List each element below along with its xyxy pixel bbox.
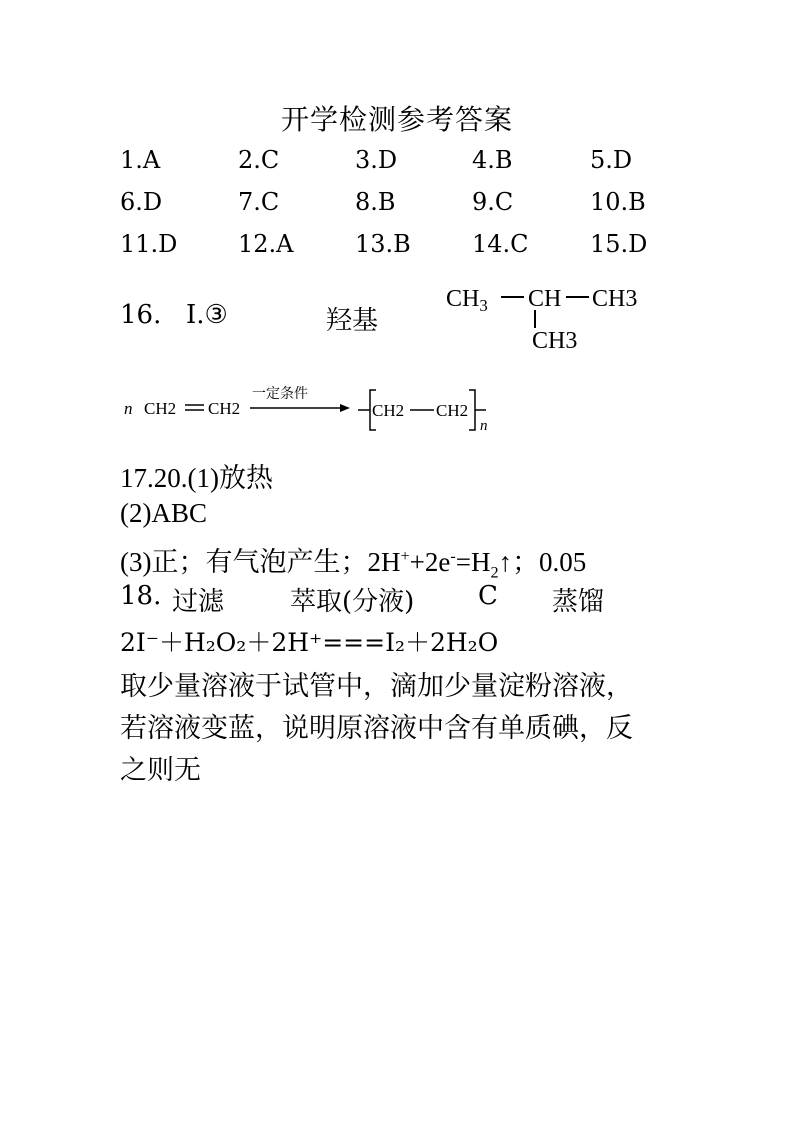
rxn-product-a: CH2 <box>372 401 405 420</box>
rxn-arrowhead <box>340 404 350 412</box>
rxn-reactant-b: CH2 <box>208 399 241 418</box>
answer-14: 14.C <box>472 230 529 258</box>
answer-10: 10.B <box>590 188 646 216</box>
q18-answer-4: 蒸馏 <box>552 587 605 617</box>
rxn-coef: n <box>124 399 133 418</box>
answer-3: 3.D <box>355 146 398 174</box>
q18-text-2: 若溶液变蓝，说明原溶液中含有单质碘，反 <box>120 713 633 744</box>
q18-equation: 2I⁻＋H₂O₂＋2H⁺===I₂＋2H₂O <box>120 628 499 657</box>
polymerization-equation <box>118 378 508 438</box>
q17-line-2: (2)ABC <box>120 498 207 528</box>
answer-9: 9.C <box>472 188 514 216</box>
answer-6: 6.D <box>120 188 163 216</box>
answer-15: 15.D <box>590 230 648 258</box>
answer-4: 4.B <box>472 146 513 174</box>
page-title: 开学检测参考答案 <box>280 103 513 136</box>
answer-12: 12.A <box>238 230 294 258</box>
q18-text-1: 取少量溶液于试管中，滴加少量淀粉溶液， <box>120 671 633 702</box>
struct-ch3-branch: CH3 <box>532 328 578 354</box>
answer-5: 5.D <box>590 146 633 174</box>
q18-answer-1: 过滤 <box>172 587 225 617</box>
q18-text-3: 之则无 <box>120 755 201 786</box>
answer-7: 7.C <box>238 188 280 216</box>
answer-8: 8.B <box>355 188 396 216</box>
q17-line-1: 17.20.(1)放热 <box>120 463 273 493</box>
answer-2: 2.C <box>238 146 280 174</box>
q16-part: Ⅰ.③ <box>186 300 228 330</box>
q18-number: 18. <box>120 581 162 611</box>
rxn-subscript: n <box>480 418 488 434</box>
struct-ch: CH <box>528 286 562 312</box>
answer-13: 13.B <box>355 230 411 258</box>
struct-ch3-right: CH3 <box>592 286 638 312</box>
isobutane-structure <box>444 280 654 360</box>
struct-ch3-left: $CH_3$ <box>446 286 488 315</box>
q17-line-3: (3)正；有气泡产生；$2H^++2e^-=H_2↑$；0.05 <box>120 547 587 582</box>
q18-answer-2: 萃取(分液) <box>290 587 415 617</box>
answer-11: 11.D <box>120 230 178 258</box>
rxn-product-b: CH2 <box>436 401 469 420</box>
q18-answer-3: C <box>478 581 498 611</box>
rxn-reactant-a: CH2 <box>144 399 177 418</box>
q16-group: 羟基 <box>326 306 379 336</box>
rxn-right-bracket <box>469 390 475 430</box>
q18-answers <box>120 581 605 617</box>
q16-number: 16. <box>120 300 162 330</box>
rxn-condition: 一定条件 <box>252 386 308 402</box>
answer-1: 1.A <box>120 146 161 174</box>
